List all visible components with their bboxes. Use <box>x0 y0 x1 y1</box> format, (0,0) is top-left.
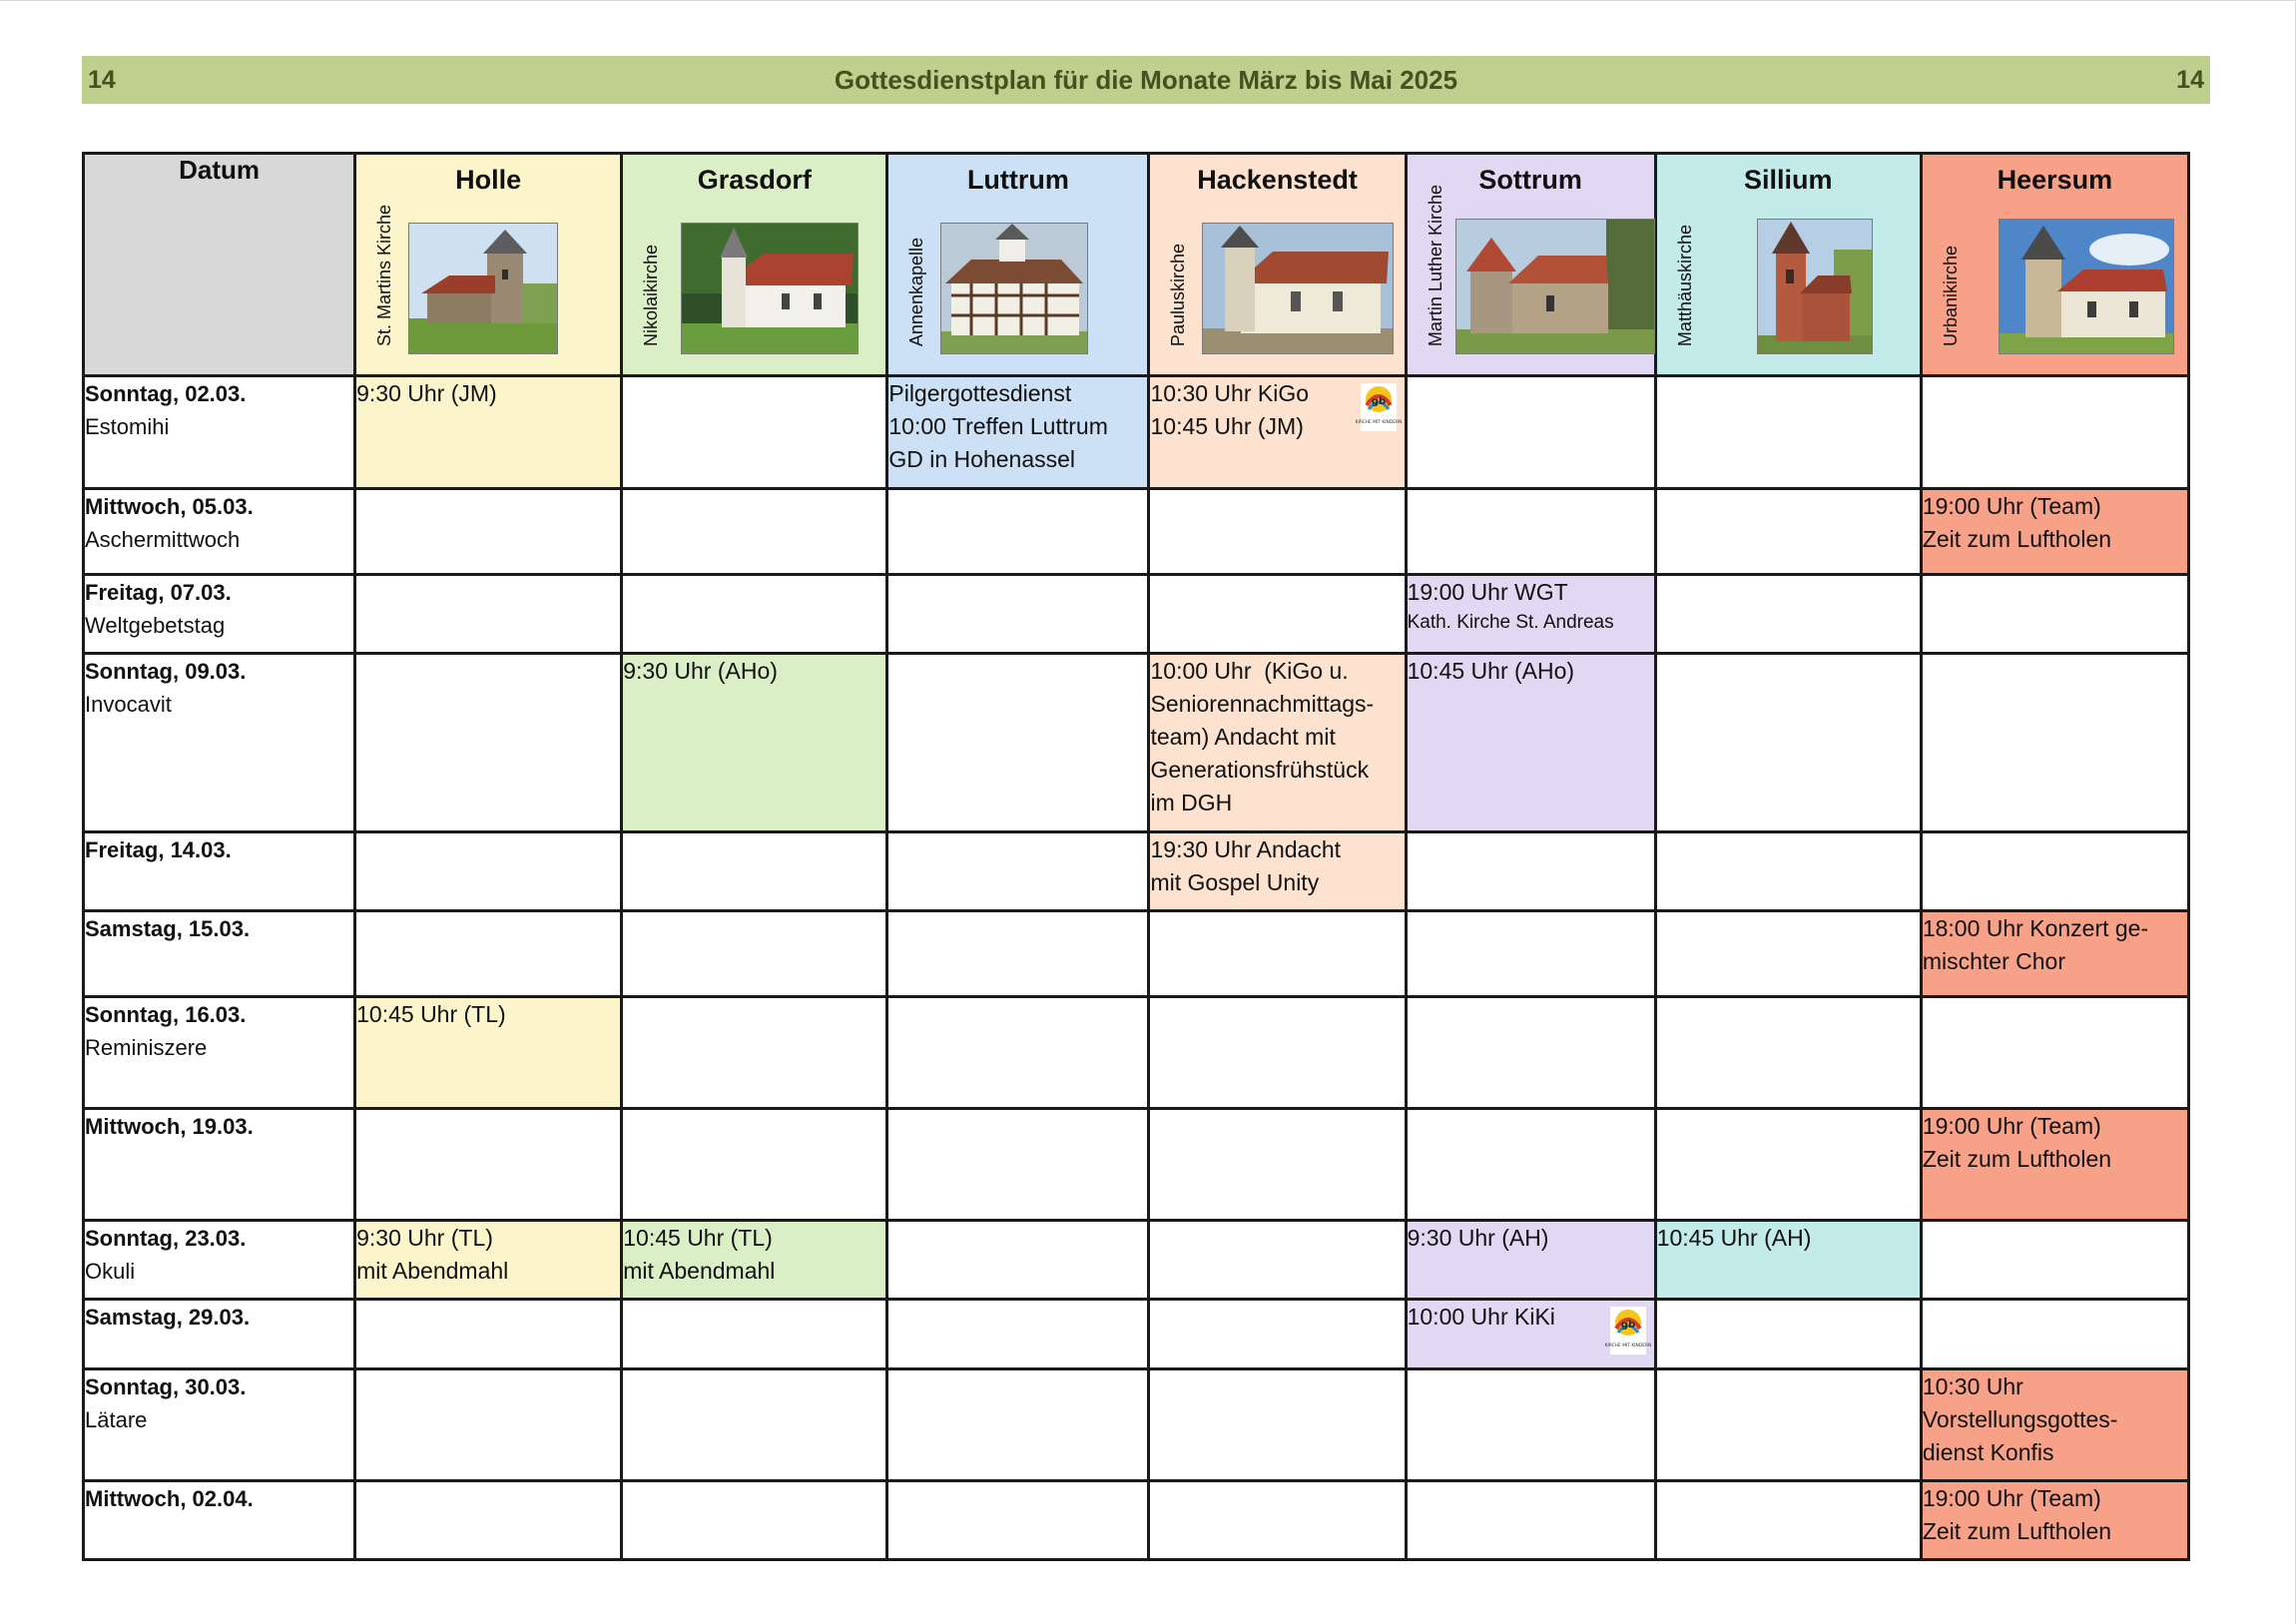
event-line: 10:45 Uhr (TL) <box>623 1225 773 1251</box>
event-cell-hackenstedt <box>1149 1369 1406 1481</box>
logo-glyph: gb <box>1620 1320 1635 1331</box>
event-cell-sottrum <box>1406 575 1655 654</box>
table-row <box>84 376 2189 489</box>
church-subtitle: Urbanikirche <box>1940 245 1961 346</box>
church-header-sottrum <box>1406 154 1655 376</box>
event-cell-luttrum <box>887 654 1149 832</box>
event-cell-hackenstedt <box>1149 997 1406 1109</box>
date-cell <box>84 1481 355 1560</box>
event-cell-luttrum <box>887 1481 1149 1560</box>
page-header-bar <box>82 56 2210 104</box>
date-cell <box>84 1369 355 1481</box>
church-photo-hackenstedt <box>1202 223 1394 354</box>
church-subtitle: Matthäuskirche <box>1674 224 1695 346</box>
church-photo-heersum <box>1999 219 2174 354</box>
event-line: 10:30 Uhr <box>1922 1373 2023 1399</box>
event-cell-luttrum <box>887 1300 1149 1369</box>
date: Sonntag, 16.03. <box>85 1002 247 1027</box>
event-cell-grasdorf <box>622 1109 887 1221</box>
event-line: mit Abendmahl <box>356 1258 509 1284</box>
table-row <box>84 997 2189 1109</box>
event-cell-sillium <box>1655 1300 1921 1369</box>
date: Mittwoch, 05.03. <box>85 494 254 519</box>
event-cell-hackenstedt <box>1149 489 1406 575</box>
date-cell <box>84 832 355 911</box>
event-cell-hackenstedt <box>1149 575 1406 654</box>
event-line: 19:00 Uhr (Team) <box>1922 1113 2101 1139</box>
occasion: Lätare <box>85 1407 148 1432</box>
event-line: Zeit zum Luftholen <box>1922 1146 2112 1172</box>
event-cell-sottrum <box>1406 997 1655 1109</box>
event-cell-heersum <box>1921 489 2188 575</box>
event-cell-sottrum <box>1406 654 1655 832</box>
event-cell-sottrum <box>1406 376 1655 489</box>
event-line: 10:45 Uhr (JM) <box>1150 413 1304 439</box>
event-cell-sillium <box>1655 1109 1921 1221</box>
date-cell <box>84 1300 355 1369</box>
date-column-header: Datum <box>84 154 355 376</box>
event-cell-holle <box>355 1481 622 1560</box>
date: Freitag, 07.03. <box>85 580 232 605</box>
event-line: team) Andacht mit <box>1150 724 1336 750</box>
church-subtitle: Annenkapelle <box>906 237 927 346</box>
event-cell-heersum <box>1921 1109 2188 1221</box>
event-cell-grasdorf <box>622 654 887 832</box>
church-photo-grasdorf <box>681 223 859 354</box>
event-cell-holle <box>355 1109 622 1221</box>
date: Sonntag, 30.03. <box>85 1374 247 1399</box>
event-cell-sillium <box>1655 654 1921 832</box>
event-cell-heersum <box>1921 1369 2188 1481</box>
event-cell-holle <box>355 832 622 911</box>
table-row <box>84 654 2189 832</box>
event-cell-sottrum <box>1406 1300 1655 1369</box>
date-cell <box>84 376 355 489</box>
event-cell-holle <box>355 376 622 489</box>
event-cell-sillium <box>1655 911 1921 997</box>
page-frame-top <box>0 0 2296 1</box>
event-cell-heersum <box>1921 911 2188 997</box>
event-cell-heersum <box>1921 654 2188 832</box>
event-cell-heersum <box>1921 575 2188 654</box>
church-name: Holle <box>455 165 522 195</box>
date-cell <box>84 654 355 832</box>
event-line: 10:00 Uhr (KiGo u. <box>1150 658 1349 684</box>
church-photo-sottrum <box>1455 219 1655 354</box>
church-photo-luttrum <box>940 223 1088 354</box>
event-line: 10:00 Uhr KiKi <box>1407 1304 1555 1330</box>
event-line: Seniorennachmittags- <box>1150 691 1375 717</box>
date-cell <box>84 997 355 1109</box>
event-line: Zeit zum Luftholen <box>1922 1518 2112 1544</box>
event-cell-grasdorf <box>622 489 887 575</box>
event-cell-hackenstedt <box>1149 832 1406 911</box>
event-cell-holle <box>355 911 622 997</box>
event-cell-holle <box>355 1300 622 1369</box>
event-cell-holle <box>355 489 622 575</box>
event-cell-sottrum <box>1406 1369 1655 1481</box>
event-cell-hackenstedt <box>1149 376 1406 489</box>
event-line: 19:00 Uhr (Team) <box>1922 493 2101 519</box>
event-line: Zeit zum Luftholen <box>1922 526 2112 552</box>
church-photo-sillium <box>1757 219 1873 354</box>
event-cell-holle <box>355 1221 622 1300</box>
church-name: Luttrum <box>966 165 1069 195</box>
date-cell <box>84 575 355 654</box>
occasion: Aschermittwoch <box>85 527 241 552</box>
event-cell-sottrum <box>1406 832 1655 911</box>
event-line: GD in Hohenassel <box>888 446 1076 472</box>
logo-caption: KIRCHE MIT KINDERN <box>1355 420 1402 425</box>
church-photo-holle <box>408 223 558 354</box>
event-line: dienst Konfis <box>1922 1439 2054 1465</box>
event-cell-holle <box>355 1369 622 1481</box>
event-cell-grasdorf <box>622 832 887 911</box>
event-cell-sillium <box>1655 376 1921 489</box>
church-header-luttrum <box>887 154 1149 376</box>
event-cell-grasdorf <box>622 575 887 654</box>
event-line: 10:45 Uhr (TL) <box>356 1001 506 1027</box>
church-subtitle: Martin Luther Kirche <box>1425 184 1445 346</box>
event-cell-luttrum <box>887 911 1149 997</box>
event-line: 19:00 Uhr WGT <box>1407 579 1568 605</box>
church-subtitle: Nikolaikirche <box>641 244 662 346</box>
event-cell-heersum <box>1921 1221 2188 1300</box>
event-cell-sottrum <box>1406 489 1655 575</box>
event-cell-grasdorf <box>622 1369 887 1481</box>
event-line: 19:30 Uhr Andacht <box>1150 836 1342 862</box>
event-cell-hackenstedt <box>1149 1481 1406 1560</box>
date-cell <box>84 1109 355 1221</box>
event-cell-sottrum <box>1406 1481 1655 1560</box>
table-row <box>84 832 2189 911</box>
event-cell-holle <box>355 997 622 1109</box>
event-cell-sottrum <box>1406 911 1655 997</box>
event-cell-sillium <box>1655 832 1921 911</box>
event-cell-grasdorf <box>622 997 887 1109</box>
page-title: Gottesdienstplan für die Monate März bis Mai 2025 <box>834 64 1458 95</box>
church-name: Sillium <box>1744 165 1833 195</box>
event-cell-grasdorf <box>622 911 887 997</box>
church-subtitle: Pauluskirche <box>1168 243 1189 346</box>
event-cell-holle <box>355 654 622 832</box>
event-cell-luttrum <box>887 376 1149 489</box>
church-name: Grasdorf <box>697 165 812 195</box>
event-cell-luttrum <box>887 832 1149 911</box>
event-cell-hackenstedt <box>1149 1221 1406 1300</box>
occasion: Okuli <box>85 1259 136 1284</box>
date-cell <box>84 1221 355 1300</box>
event-cell-heersum <box>1921 1481 2188 1560</box>
event-line: 9:30 Uhr (JM) <box>356 380 497 406</box>
event-line: Generationsfrühstück <box>1150 757 1370 783</box>
event-cell-sillium <box>1655 997 1921 1109</box>
event-line: Pilgergottesdienst <box>888 380 1072 406</box>
event-cell-luttrum <box>887 1369 1149 1481</box>
event-cell-luttrum <box>887 489 1149 575</box>
event-cell-sottrum <box>1406 1109 1655 1221</box>
event-cell-heersum <box>1921 1300 2188 1369</box>
event-cell-sillium <box>1655 1221 1921 1300</box>
event-cell-hackenstedt <box>1149 654 1406 832</box>
page-number-left: 14 <box>88 65 116 94</box>
table-row <box>84 1300 2189 1369</box>
date: Sonntag, 02.03. <box>85 381 247 406</box>
date-cell <box>84 911 355 997</box>
event-line: 10:45 Uhr (AH) <box>1656 1225 1812 1251</box>
event-line: mit Gospel Unity <box>1150 869 1320 895</box>
event-cell-heersum <box>1921 997 2188 1109</box>
table-row <box>84 1369 2189 1481</box>
date: Sonntag, 23.03. <box>85 1226 247 1251</box>
church-header-grasdorf <box>622 154 887 376</box>
date: Samstag, 15.03. <box>85 916 251 941</box>
date: Mittwoch, 02.04. <box>85 1486 254 1511</box>
event-line: 10:30 Uhr KiGo <box>1150 380 1310 406</box>
event-cell-heersum <box>1921 832 2188 911</box>
church-header-holle <box>355 154 622 376</box>
service-schedule-table <box>82 152 2190 1561</box>
event-line: 18:00 Uhr Konzert ge- <box>1922 915 2149 941</box>
event-cell-grasdorf <box>622 376 887 489</box>
event-cell-luttrum <box>887 575 1149 654</box>
church-header-sillium <box>1655 154 1921 376</box>
event-line: im DGH <box>1150 790 1233 815</box>
page-number-right: 14 <box>2176 65 2204 94</box>
event-cell-sillium <box>1655 489 1921 575</box>
event-line: 9:30 Uhr (AH) <box>1407 1225 1549 1251</box>
event-cell-sillium <box>1655 1481 1921 1560</box>
table-row <box>84 1221 2189 1300</box>
table-header-row <box>84 154 2189 376</box>
event-cell-luttrum <box>887 1109 1149 1221</box>
church-subtitle: St. Martins Kirche <box>374 204 395 346</box>
event-line: 19:00 Uhr (Team) <box>1922 1485 2101 1511</box>
event-cell-heersum <box>1921 376 2188 489</box>
table-row <box>84 1109 2189 1221</box>
church-header-hackenstedt <box>1149 154 1406 376</box>
event-line: 9:30 Uhr (AHo) <box>623 658 778 684</box>
event-cell-sillium <box>1655 1369 1921 1481</box>
event-cell-grasdorf <box>622 1300 887 1369</box>
date-cell <box>84 489 355 575</box>
event-cell-sottrum <box>1406 1221 1655 1300</box>
event-cell-grasdorf <box>622 1481 887 1560</box>
logo-glyph: gb <box>1371 396 1386 407</box>
occasion: Weltgebetstag <box>85 613 226 638</box>
church-name: Heersum <box>1997 165 2113 195</box>
date: Sonntag, 09.03. <box>85 659 247 684</box>
event-cell-luttrum <box>887 997 1149 1109</box>
event-cell-sillium <box>1655 575 1921 654</box>
date: Samstag, 29.03. <box>85 1305 251 1330</box>
table-row <box>84 911 2189 997</box>
event-line: 10:45 Uhr (AHo) <box>1407 658 1575 684</box>
church-name: Hackenstedt <box>1197 165 1358 195</box>
church-header-heersum <box>1921 154 2188 376</box>
event-line: mit Abendmahl <box>623 1258 776 1284</box>
table-row <box>84 1481 2189 1560</box>
church-name: Sottrum <box>1478 165 1582 195</box>
occasion: Invocavit <box>85 692 172 717</box>
kirche-mit-kindern-logo <box>1604 1307 1652 1354</box>
event-line: 9:30 Uhr (TL) <box>356 1225 493 1251</box>
event-cell-hackenstedt <box>1149 1300 1406 1369</box>
event-cell-grasdorf <box>622 1221 887 1300</box>
event-cell-hackenstedt <box>1149 1109 1406 1221</box>
table-row <box>84 489 2189 575</box>
event-line: Kath. Kirche St. Andreas <box>1407 612 1614 633</box>
date: Mittwoch, 19.03. <box>85 1114 254 1139</box>
date: Freitag, 14.03. <box>85 837 232 862</box>
event-line: 10:00 Treffen Luttrum <box>888 413 1108 439</box>
event-line: Vorstellungsgottes- <box>1922 1406 2118 1432</box>
kirche-mit-kindern-logo <box>1355 383 1402 431</box>
table-row <box>84 575 2189 654</box>
logo-caption: KIRCHE MIT KINDERN <box>1604 1344 1652 1349</box>
event-line: mischter Chor <box>1922 948 2065 974</box>
event-cell-hackenstedt <box>1149 911 1406 997</box>
event-cell-luttrum <box>887 1221 1149 1300</box>
occasion: Reminiszere <box>85 1035 208 1060</box>
occasion: Estomihi <box>85 414 170 439</box>
event-cell-holle <box>355 575 622 654</box>
